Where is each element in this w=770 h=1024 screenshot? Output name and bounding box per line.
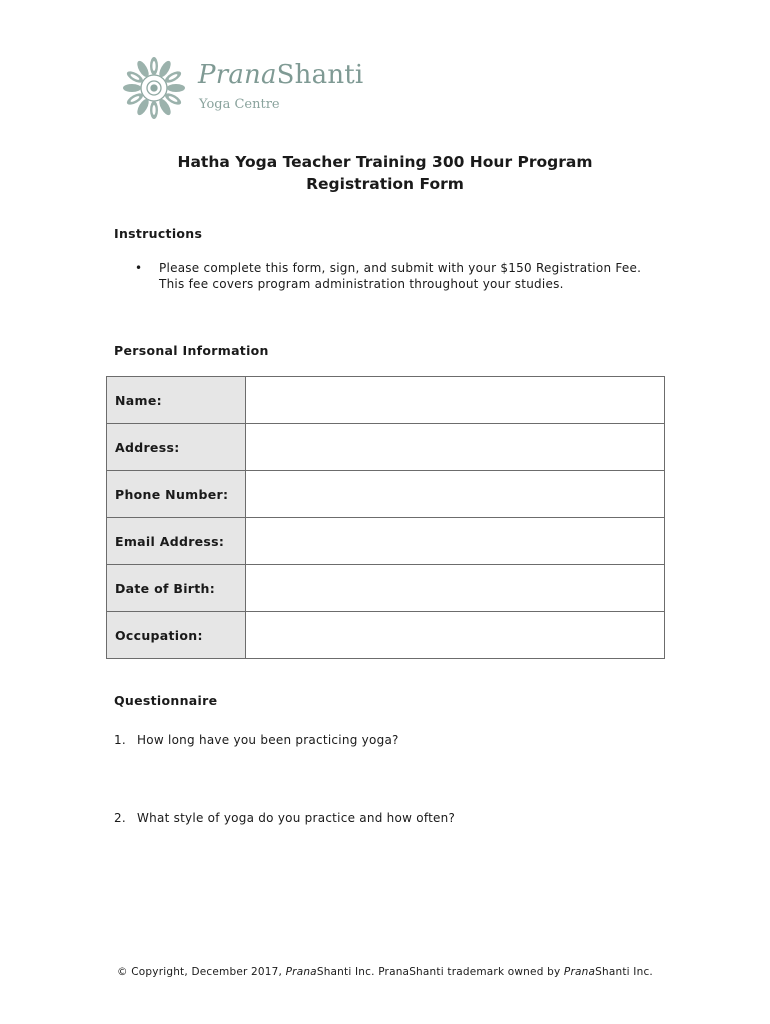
address-field[interactable] xyxy=(246,424,665,471)
email-label: Email Address: xyxy=(107,518,246,565)
mandala-logo-icon xyxy=(118,52,190,124)
logo-subtitle: Yoga Centre xyxy=(199,97,280,112)
table-row xyxy=(107,612,665,659)
dob-label: Date of Birth: xyxy=(107,565,246,612)
title-line-2: Registration Form xyxy=(306,175,464,193)
copyright-footer: © Copyright, December 2017, PranaShanti Inc. PranaShanti trademark owned by PranaShanti Inc. xyxy=(117,966,653,978)
phone-field[interactable] xyxy=(246,471,665,518)
question-1-number: 1. xyxy=(114,733,126,747)
instructions-line-2: This fee covers program administration throughout your studies. xyxy=(159,277,564,291)
personal-info-heading: Personal Information xyxy=(114,343,269,358)
instructions-heading: Instructions xyxy=(114,226,203,241)
prana-shanti-logo xyxy=(118,52,378,128)
dob-field[interactable] xyxy=(246,565,665,612)
phone-label: Phone Number: xyxy=(107,471,246,518)
question-1-text: How long have you been practicing yoga? xyxy=(137,733,399,747)
instructions-line-1: Please complete this form, sign, and submit with your $150 Registration Fee. xyxy=(159,261,642,275)
table-row xyxy=(107,518,665,565)
name-field[interactable] xyxy=(246,377,665,424)
questionnaire-heading: Questionnaire xyxy=(114,693,218,708)
logo-brand-name: PranaShanti xyxy=(198,60,364,90)
table-row xyxy=(107,471,665,518)
form-title xyxy=(0,151,770,195)
personal-info-table xyxy=(106,376,665,659)
question-2-number: 2. xyxy=(114,811,126,825)
table-row xyxy=(107,565,665,612)
question-2-text: What style of yoga do you practice and how often? xyxy=(137,811,456,825)
table-row xyxy=(107,377,665,424)
occupation-label: Occupation: xyxy=(107,612,246,659)
bullet-icon: • xyxy=(135,261,143,275)
address-label: Address: xyxy=(107,424,246,471)
title-line-1: Hatha Yoga Teacher Training 300 Hour Program xyxy=(177,153,593,171)
table-row xyxy=(107,424,665,471)
email-field[interactable] xyxy=(246,518,665,565)
occupation-field[interactable] xyxy=(246,612,665,659)
name-label: Name: xyxy=(107,377,246,424)
